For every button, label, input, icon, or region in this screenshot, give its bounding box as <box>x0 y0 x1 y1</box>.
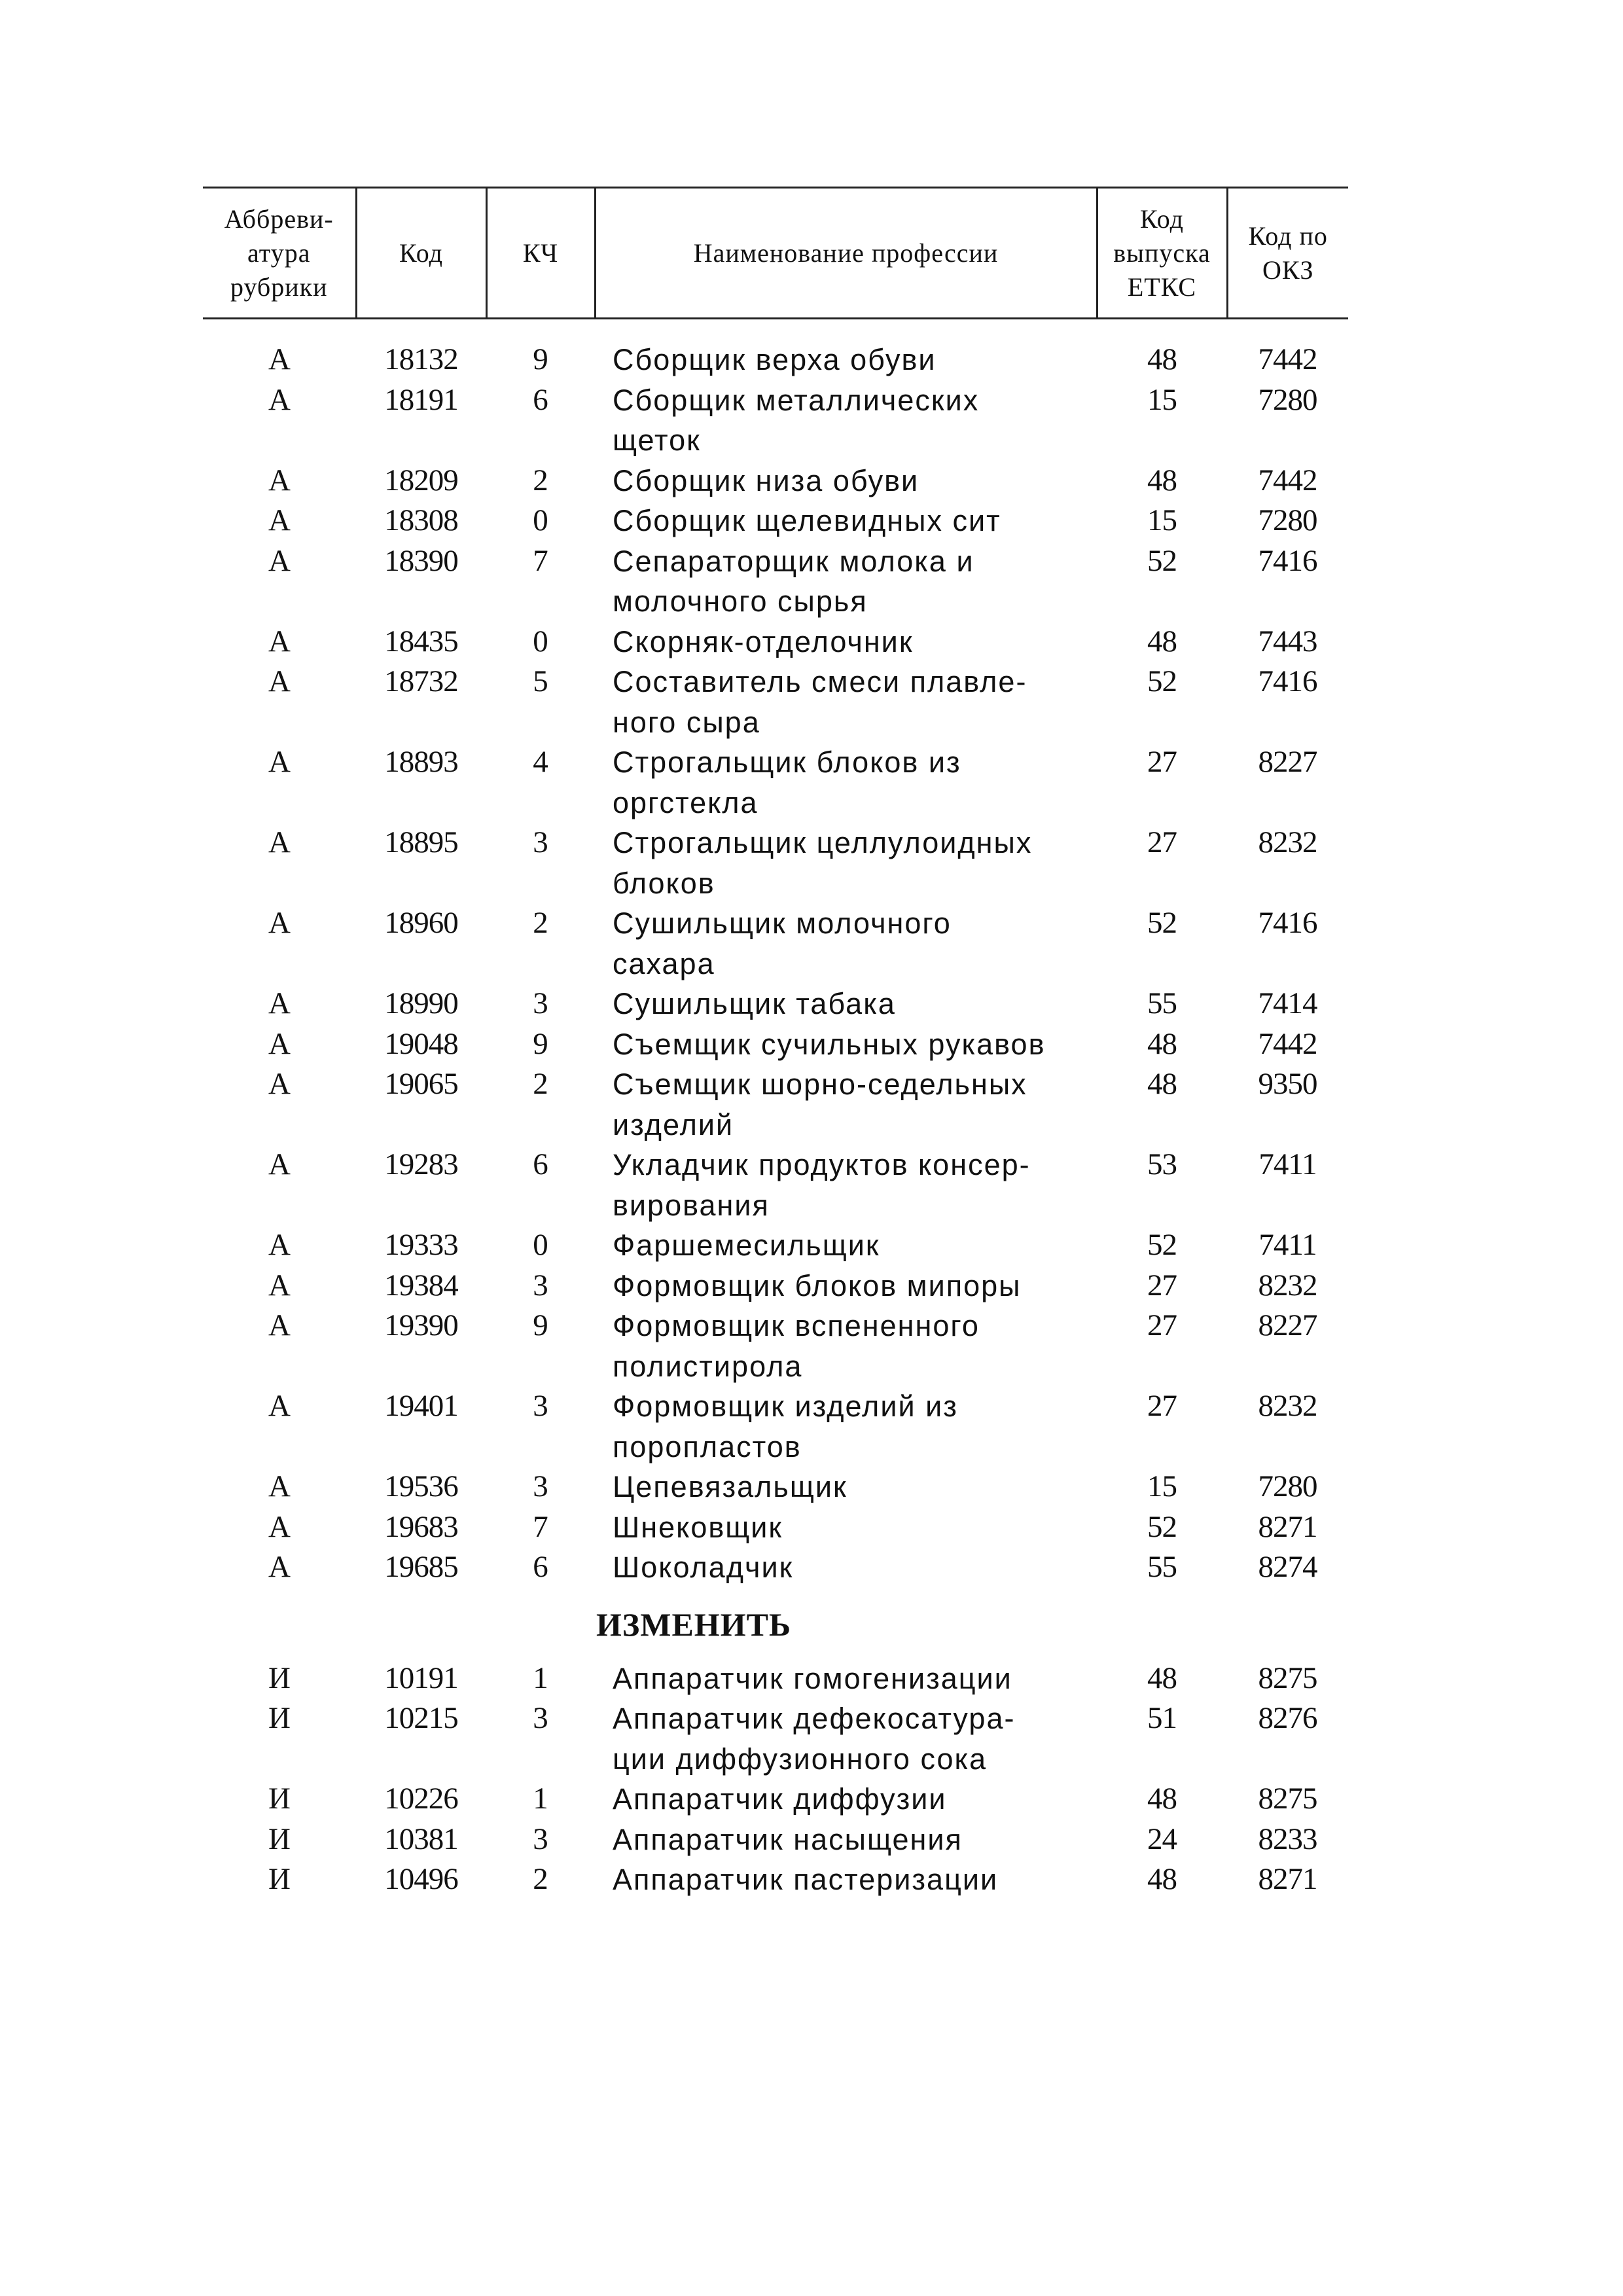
cell-code: 18209 <box>384 463 458 497</box>
cell-kch: 1 <box>533 1782 548 1816</box>
cell-code: 19390 <box>384 1308 458 1342</box>
cell-abbreviation: А <box>268 986 291 1020</box>
cell-code: 10496 <box>384 1862 458 1896</box>
cell-kch: 2 <box>533 1862 548 1896</box>
cell-okz-code: 7411 <box>1258 1228 1317 1262</box>
cell-etks-code: 27 <box>1147 825 1177 859</box>
cell-abbreviation: А <box>268 1389 291 1423</box>
cell-code: 19536 <box>384 1469 458 1503</box>
cell-abbreviation: А <box>268 1469 291 1503</box>
cell-abbreviation: И <box>268 1862 291 1896</box>
cell-abbreviation: А <box>268 825 291 859</box>
cell-etks-code: 15 <box>1147 382 1177 417</box>
cell-profession-name: Скорняк-отделочник <box>613 624 914 658</box>
cell-okz-code: 7416 <box>1258 543 1317 578</box>
cell-abbreviation: А <box>268 1067 291 1101</box>
table-body <box>203 319 1348 1900</box>
cell-etks-code: 52 <box>1147 1509 1177 1544</box>
cell-okz-code: 7442 <box>1258 342 1317 376</box>
cell-profession-name: Аппаратчик диффузии <box>613 1782 947 1816</box>
cell-kch: 9 <box>533 342 548 376</box>
cell-okz-code: 7280 <box>1258 503 1317 537</box>
cell-abbreviation: И <box>268 1782 291 1816</box>
table-row <box>203 1507 1348 1548</box>
cell-okz-code: 8274 <box>1258 1550 1317 1584</box>
cell-abbreviation: И <box>268 1701 291 1735</box>
cell-etks-code: 27 <box>1147 1389 1177 1423</box>
cell-code: 10191 <box>384 1660 458 1695</box>
cell-profession-name: Формовщик изделий из поропластов <box>613 1390 958 1463</box>
cell-kch: 6 <box>533 382 548 417</box>
cell-code: 18990 <box>384 986 458 1020</box>
cell-etks-code: 48 <box>1147 1067 1177 1101</box>
cell-profession-name: Фаршемесильщик <box>613 1229 880 1262</box>
cell-code: 18132 <box>384 342 458 376</box>
cell-abbreviation: А <box>268 1308 291 1342</box>
cell-okz-code: 7442 <box>1258 463 1317 497</box>
table-row <box>203 823 1348 903</box>
cell-etks-code: 52 <box>1147 664 1177 698</box>
cell-code: 19333 <box>384 1228 458 1262</box>
table-row <box>203 1547 1348 1588</box>
cell-etks-code: 55 <box>1147 986 1177 1020</box>
cell-code: 19401 <box>384 1389 458 1423</box>
cell-profession-name: Сборщик верха обуви <box>613 343 936 376</box>
cell-profession-name: Формовщик вспененного полистирола <box>613 1309 980 1383</box>
cell-profession-name: Составитель смеси плавле- ного сыра <box>613 665 1027 739</box>
cell-kch: 2 <box>533 1067 548 1101</box>
cell-okz-code: 8232 <box>1258 1268 1317 1302</box>
cell-etks-code: 52 <box>1147 1228 1177 1262</box>
cell-etks-code: 48 <box>1147 1660 1177 1695</box>
cell-code: 10215 <box>384 1701 458 1735</box>
table-row <box>203 1306 1348 1386</box>
cell-etks-code: 48 <box>1147 342 1177 376</box>
cell-etks-code: 55 <box>1147 1550 1177 1584</box>
section-heading: ИЗМЕНИТЬ <box>596 1605 791 1643</box>
cell-profession-name: Аппаратчик насыщения <box>613 1822 963 1856</box>
cell-etks-code: 48 <box>1147 1862 1177 1896</box>
cell-etks-code: 53 <box>1147 1147 1177 1181</box>
cell-etks-code: 48 <box>1147 1026 1177 1061</box>
cell-code: 18191 <box>384 382 458 417</box>
cell-abbreviation: И <box>268 1660 291 1695</box>
table-header <box>203 188 1348 319</box>
cell-etks-code: 52 <box>1147 906 1177 940</box>
cell-okz-code: 7280 <box>1258 1469 1317 1503</box>
cell-kch: 3 <box>533 1389 548 1423</box>
cell-code: 19283 <box>384 1147 458 1181</box>
cell-okz-code: 8275 <box>1258 1782 1317 1816</box>
table-row <box>203 1024 1348 1065</box>
cell-profession-name: Съемщик сучильных рукавов <box>613 1027 1046 1061</box>
table-row <box>203 1266 1348 1306</box>
profession-table <box>203 187 1348 1900</box>
cell-kch: 9 <box>533 1026 548 1061</box>
cell-kch: 3 <box>533 1701 548 1735</box>
cell-okz-code: 7416 <box>1258 664 1317 698</box>
cell-okz-code: 8232 <box>1258 825 1317 859</box>
cell-okz-code: 8232 <box>1258 1389 1317 1423</box>
cell-profession-name: Шоколадчик <box>613 1551 794 1584</box>
table-row <box>203 1386 1348 1467</box>
cell-code: 19685 <box>384 1550 458 1584</box>
cell-abbreviation: И <box>268 1821 291 1856</box>
cell-kch: 0 <box>533 1228 548 1262</box>
header-kch: КЧ <box>486 188 595 319</box>
cell-abbreviation: А <box>268 1147 291 1181</box>
cell-kch: 3 <box>533 825 548 859</box>
cell-abbreviation: А <box>268 1509 291 1544</box>
table-row <box>203 984 1348 1024</box>
cell-abbreviation: А <box>268 745 291 779</box>
table-row <box>203 501 1348 541</box>
cell-code: 18390 <box>384 543 458 578</box>
cell-code: 18732 <box>384 664 458 698</box>
cell-code: 19683 <box>384 1509 458 1544</box>
cell-code: 19384 <box>384 1268 458 1302</box>
cell-okz-code: 8271 <box>1258 1862 1317 1896</box>
cell-code: 18893 <box>384 745 458 779</box>
cell-kch: 2 <box>533 906 548 940</box>
table-row <box>203 1859 1348 1900</box>
cell-abbreviation: А <box>268 664 291 698</box>
cell-code: 18895 <box>384 825 458 859</box>
cell-etks-code: 15 <box>1147 503 1177 537</box>
cell-okz-code: 8271 <box>1258 1509 1317 1544</box>
cell-okz-code: 7443 <box>1258 624 1317 658</box>
table-row <box>203 1467 1348 1507</box>
cell-kch: 3 <box>533 1469 548 1503</box>
cell-abbreviation: А <box>268 463 291 497</box>
cell-profession-name: Сепараторщик молока и молочного сырья <box>613 544 974 618</box>
cell-okz-code: 7280 <box>1258 382 1317 417</box>
cell-okz-code: 8276 <box>1258 1701 1317 1735</box>
cell-abbreviation: А <box>268 342 291 376</box>
cell-etks-code: 24 <box>1147 1821 1177 1856</box>
cell-code: 10226 <box>384 1782 458 1816</box>
cell-profession-name: Сборщик металлических щеток <box>613 383 980 457</box>
table-row <box>203 1225 1348 1266</box>
table-row <box>203 1698 1348 1779</box>
cell-abbreviation: А <box>268 543 291 578</box>
table-row <box>203 662 1348 742</box>
cell-etks-code: 27 <box>1147 1308 1177 1342</box>
cell-etks-code: 52 <box>1147 543 1177 578</box>
cell-profession-name: Сборщик низа обуви <box>613 463 919 497</box>
table-row <box>203 1659 1348 1699</box>
table-row <box>203 340 1348 380</box>
cell-kch: 3 <box>533 1268 548 1302</box>
table-row <box>203 461 1348 501</box>
cell-okz-code: 8233 <box>1258 1821 1317 1856</box>
cell-abbreviation: А <box>268 503 291 537</box>
header-etks-code: Код выпуска ЕТКС <box>1097 188 1227 319</box>
table-row <box>203 622 1348 662</box>
section-heading-row <box>203 1588 1348 1659</box>
cell-profession-name: Аппаратчик гомогенизации <box>613 1661 1012 1695</box>
cell-kch: 7 <box>533 543 548 578</box>
cell-profession-name: Строгальщик целлулоидных блоков <box>613 826 1033 900</box>
cell-kch: 0 <box>533 503 548 537</box>
cell-etks-code: 15 <box>1147 1469 1177 1503</box>
cell-okz-code: 7414 <box>1258 986 1317 1020</box>
cell-abbreviation: А <box>268 1550 291 1584</box>
cell-abbreviation: А <box>268 382 291 417</box>
cell-okz-code: 9350 <box>1258 1067 1317 1101</box>
cell-abbreviation: А <box>268 1026 291 1061</box>
table-row <box>203 380 1348 461</box>
table-row <box>203 541 1348 622</box>
table-row <box>203 1145 1348 1225</box>
cell-profession-name: Сушильщик табака <box>613 987 896 1020</box>
table-row <box>203 1820 1348 1860</box>
cell-kch: 1 <box>533 1660 548 1695</box>
cell-profession-name: Шнековщик <box>613 1510 783 1544</box>
cell-etks-code: 51 <box>1147 1701 1177 1735</box>
cell-okz-code: 8227 <box>1258 1308 1317 1342</box>
cell-okz-code: 7442 <box>1258 1026 1317 1061</box>
cell-kch: 3 <box>533 986 548 1020</box>
section-heading-cell <box>203 1588 1348 1659</box>
cell-okz-code: 8275 <box>1258 1660 1317 1695</box>
cell-code: 19065 <box>384 1067 458 1101</box>
cell-profession-name: Съемщик шорно-седельных изделий <box>613 1067 1027 1141</box>
cell-abbreviation: А <box>268 906 291 940</box>
cell-kch: 3 <box>533 1821 548 1856</box>
cell-profession-name: Формовщик блоков мипоры <box>613 1268 1022 1302</box>
cell-profession-name: Строгальщик блоков из оргстекла <box>613 745 961 819</box>
header-profession-name: Наименование профессии <box>595 188 1097 319</box>
table-row <box>203 1064 1348 1145</box>
cell-okz-code: 8227 <box>1258 745 1317 779</box>
cell-etks-code: 48 <box>1147 463 1177 497</box>
cell-etks-code: 27 <box>1147 1268 1177 1302</box>
table-row <box>203 903 1348 984</box>
cell-profession-name: Сборщик щелевидных сит <box>613 504 1001 537</box>
header-spacer <box>203 319 1348 340</box>
cell-etks-code: 27 <box>1147 745 1177 779</box>
cell-kch: 5 <box>533 664 548 698</box>
header-okz-code: Код по ОКЗ <box>1227 188 1348 319</box>
cell-abbreviation: А <box>268 1268 291 1302</box>
table-row <box>203 1779 1348 1820</box>
cell-code: 10381 <box>384 1821 458 1856</box>
cell-etks-code: 48 <box>1147 1782 1177 1816</box>
cell-kch: 7 <box>533 1509 548 1544</box>
cell-kch: 2 <box>533 463 548 497</box>
header-abbreviation: Аббреви- атура рубрики <box>203 188 356 319</box>
cell-profession-name: Цепевязальщик <box>613 1470 847 1503</box>
table-row <box>203 742 1348 823</box>
cell-kch: 4 <box>533 745 548 779</box>
cell-etks-code: 48 <box>1147 624 1177 658</box>
cell-abbreviation: А <box>268 1228 291 1262</box>
cell-okz-code: 7416 <box>1258 906 1317 940</box>
cell-abbreviation: А <box>268 624 291 658</box>
cell-profession-name: Аппаратчик пастеризации <box>613 1863 999 1896</box>
cell-code: 18435 <box>384 624 458 658</box>
cell-kch: 6 <box>533 1550 548 1584</box>
cell-profession-name: Сушильщик молочного сахара <box>613 906 952 980</box>
cell-code: 18960 <box>384 906 458 940</box>
cell-profession-name: Аппаратчик дефекосатура- ции диффузионного сока <box>613 1702 1016 1776</box>
cell-kch: 9 <box>533 1308 548 1342</box>
header-code: Код <box>356 188 486 319</box>
cell-code: 19048 <box>384 1026 458 1061</box>
cell-kch: 0 <box>533 624 548 658</box>
header-row <box>203 188 1348 319</box>
cell-okz-code: 7411 <box>1258 1147 1317 1181</box>
cell-kch: 6 <box>533 1147 548 1181</box>
cell-profession-name: Укладчик продуктов консер- вирования <box>613 1148 1031 1222</box>
cell-code: 18308 <box>384 503 458 537</box>
